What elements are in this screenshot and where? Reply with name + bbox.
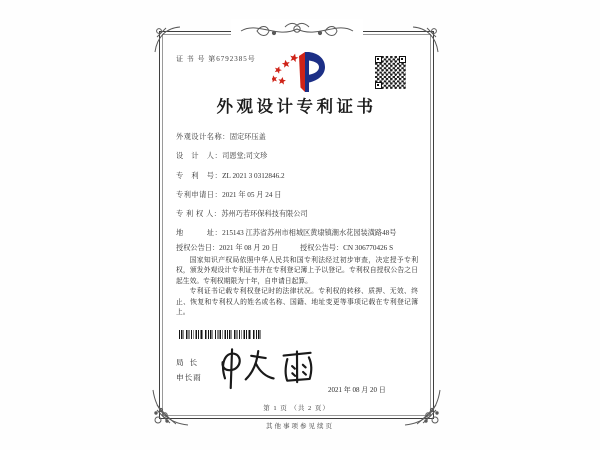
field-design-name — [176, 128, 421, 147]
grant-number-value: CN 306770426 S — [343, 244, 394, 252]
field-value: 215143 江苏省苏州市相城区黄埭镇潮水花园装潢路48号 — [222, 229, 397, 238]
director-title-label: 局 长 — [176, 358, 200, 367]
field-value: 固定环压盖 — [229, 133, 266, 141]
qr-code — [375, 56, 406, 89]
corner-ornament-top-left — [152, 24, 182, 54]
page-number: 第 1 页 （共 2 页） — [263, 405, 330, 412]
field-designer — [176, 147, 421, 166]
legal-paragraph-2: 专利证书记载专利权登记时的法律状况。专利权的转移、质押、无效、终止、恢复和专利权人的姓名或名称、国籍、地址变更等事项记载在专利登记簿上。 — [176, 288, 418, 317]
qr-finder-pattern — [375, 56, 382, 63]
certificate-frame — [159, 31, 434, 419]
certificate-title: 外观设计专利证书 — [216, 97, 377, 116]
grant-number-label: 授权公告号： — [300, 244, 344, 252]
director-name: 申长雨 — [176, 373, 202, 382]
barcode — [179, 330, 263, 339]
field-value: 2021 年 05 月 24 日 — [222, 190, 282, 199]
legal-paragraph-1: 国家知识产权局依照中华人民共和国专利法经过初步审查，决定授予专利权，颁发外观设计专利证书并在专利登记簿上予以登记。专利权自授权公告之日起生效。专利权期限为十年，自申请日起算。 — [176, 257, 418, 285]
field-label: 专 利 号： — [176, 171, 223, 180]
field-label: 专 利 权 人： — [176, 210, 222, 219]
field-patent-number — [176, 167, 421, 186]
director-signature — [211, 342, 321, 392]
certificate-number: 证 书 号 第6792385号 — [176, 55, 256, 63]
grant-announcement-line — [176, 241, 421, 255]
field-value: ZL 2021 3 0312846.2 — [222, 171, 285, 180]
field-filing-date — [176, 186, 421, 205]
grant-number — [300, 241, 393, 255]
corner-ornament-top-right — [411, 24, 441, 54]
field-label: 设 计 人： — [176, 152, 223, 161]
issue-date: 2021 年 08 月 20 日 — [328, 386, 386, 394]
field-label: 外观设计名称： — [176, 133, 230, 141]
field-label: 地 址： — [176, 229, 223, 238]
qr-finder-pattern — [375, 82, 382, 89]
top-flourish-ornament — [231, 19, 363, 43]
qr-finder-pattern — [399, 56, 406, 63]
continuation-note: 其他事项参见续页 — [266, 423, 334, 430]
field-label: 专利申请日： — [176, 190, 223, 199]
field-value: 司恩堂;司文珍 — [222, 152, 268, 161]
grant-date — [176, 244, 278, 252]
grant-date-value: 2021 年 08 月 20 日 — [219, 244, 279, 252]
certificate-fields — [176, 128, 421, 244]
legal-text — [176, 256, 418, 318]
field-value: 苏州巧若环保科技有限公司 — [221, 210, 308, 219]
field-patentee — [176, 205, 421, 224]
grant-date-label: 授权公告日： — [176, 244, 220, 252]
